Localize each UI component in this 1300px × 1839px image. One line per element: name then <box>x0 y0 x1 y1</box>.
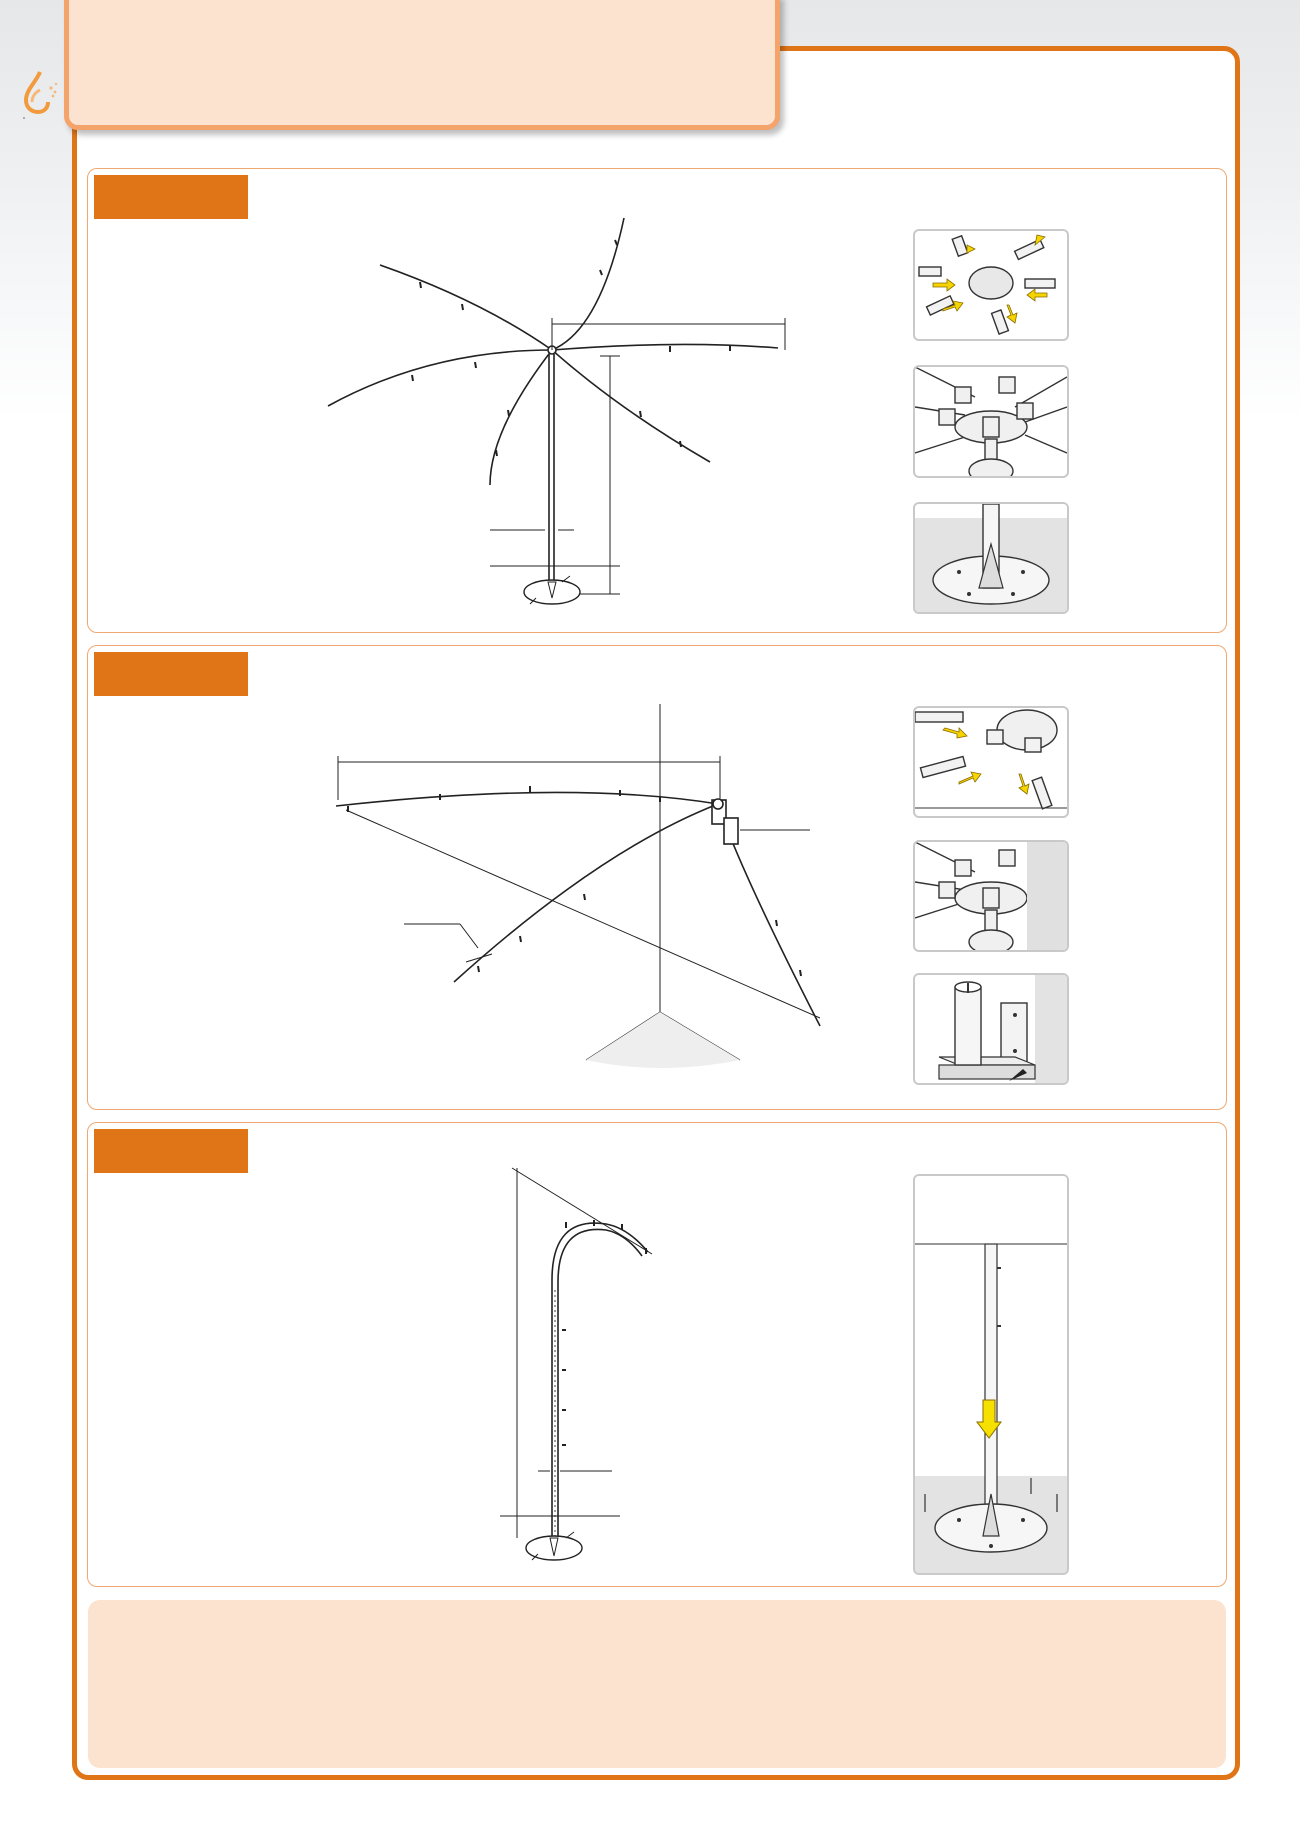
umbrella-mister-drawing <box>300 210 820 620</box>
floor-base-plate-photo <box>913 502 1069 614</box>
wall-mount-mister-drawing <box>320 700 840 1080</box>
section-label <box>94 1129 248 1173</box>
section-label <box>94 175 248 219</box>
hub-assembled-photo <box>913 840 1069 952</box>
header-tab <box>64 0 780 130</box>
water-drop-spray-icon <box>18 66 58 122</box>
hub-assembled-photo <box>913 365 1069 478</box>
wall-bracket-photo <box>913 973 1069 1085</box>
notes-box <box>88 1600 1226 1768</box>
hub-nozzle-assembly-photo <box>913 229 1069 341</box>
hub-nozzle-assembly-photo <box>913 706 1069 818</box>
pole-insertion-photo <box>913 1174 1069 1575</box>
section-label <box>94 652 248 696</box>
curved-pole-mister-drawing <box>490 1160 690 1580</box>
